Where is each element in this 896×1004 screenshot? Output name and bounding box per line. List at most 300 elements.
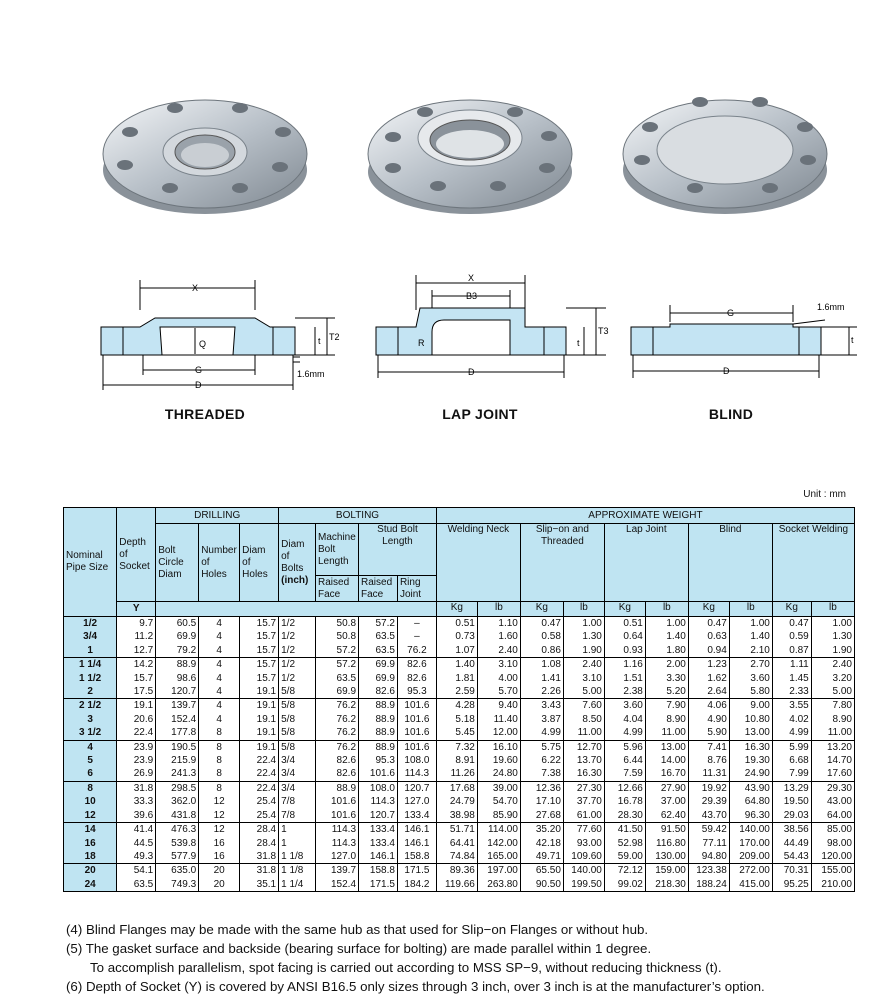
value-cell: 1.23 [688, 658, 729, 672]
lap-joint-t-label: t [577, 338, 580, 348]
value-cell: 3/4 [279, 767, 316, 781]
lap-joint-t3-label: T3 [598, 326, 609, 336]
value-cell: 476.3 [156, 823, 199, 837]
value-cell: 5.00 [563, 685, 604, 699]
value-cell: 12 [199, 795, 240, 808]
value-cell: 57.2 [316, 658, 359, 672]
value-cell: 1.11 [772, 658, 811, 672]
lap-joint-flange-photo [365, 92, 575, 217]
value-cell: 11.2 [117, 630, 156, 643]
value-cell: – [397, 630, 436, 643]
pipe-size-cell: 5 [64, 754, 117, 767]
value-cell: 16.78 [604, 795, 645, 808]
value-cell: 11.00 [645, 726, 688, 740]
value-cell: 7.80 [811, 699, 854, 713]
value-cell: 12 [199, 823, 240, 837]
value-cell: 101.6 [397, 740, 436, 754]
pipe-size-cell: 3 1/2 [64, 726, 117, 740]
value-cell: 77.11 [688, 837, 729, 850]
value-cell: 39.6 [117, 809, 156, 823]
value-cell: 155.00 [811, 864, 854, 878]
lap-joint-d-label: D [468, 367, 475, 377]
value-cell: 43.70 [688, 809, 729, 823]
value-cell: 1.00 [645, 617, 688, 631]
value-cell: 7.38 [520, 767, 563, 781]
threaded-x-label: X [192, 283, 199, 293]
value-cell: 98.00 [811, 837, 854, 850]
value-cell: 88.9 [359, 740, 398, 754]
value-cell: 1.90 [811, 644, 854, 658]
value-cell: 241.3 [156, 767, 199, 781]
value-cell: 63.5 [117, 878, 156, 892]
header-kg: Kg [688, 602, 729, 617]
header-ring-joint: Ring Joint [397, 576, 436, 602]
value-cell: 19.1 [240, 713, 279, 726]
blind-flange-photo [620, 92, 830, 217]
value-cell: 1.16 [604, 658, 645, 672]
value-cell: 9.00 [729, 699, 772, 713]
table-row [64, 630, 855, 643]
value-cell: 70.31 [772, 864, 811, 878]
lap-joint-caption: LAP JOINT [442, 406, 518, 422]
value-cell: 13.00 [645, 740, 688, 754]
threaded-g-label: G [195, 365, 203, 375]
pipe-size-cell: 16 [64, 837, 117, 850]
table-row [64, 713, 855, 726]
value-cell: 188.24 [688, 878, 729, 892]
threaded-diagram [95, 270, 340, 400]
value-cell: 8.90 [645, 713, 688, 726]
value-cell: 2.40 [477, 644, 520, 658]
value-cell: 4.99 [520, 726, 563, 740]
value-cell: 5.45 [436, 726, 477, 740]
value-cell: 114.3 [397, 767, 436, 781]
value-cell: 19.92 [688, 781, 729, 795]
value-cell: 5.75 [520, 740, 563, 754]
value-cell: 133.4 [359, 823, 398, 837]
value-cell: 17.68 [436, 781, 477, 795]
value-cell: 22.4 [240, 781, 279, 795]
value-cell: 31.8 [240, 864, 279, 878]
header-lb: lb [729, 602, 772, 617]
value-cell: 5/8 [279, 713, 316, 726]
value-cell: 140.00 [563, 864, 604, 878]
value-cell: 146.1 [397, 823, 436, 837]
value-cell: 139.7 [156, 699, 199, 713]
value-cell: 4 [199, 617, 240, 631]
value-cell: 11.00 [811, 726, 854, 740]
value-cell: 20 [199, 878, 240, 892]
value-cell: 12.00 [477, 726, 520, 740]
value-cell: 0.64 [604, 630, 645, 643]
value-cell: 3.10 [477, 658, 520, 672]
value-cell: 27.30 [563, 781, 604, 795]
value-cell: 17.10 [520, 795, 563, 808]
value-cell: 16 [199, 837, 240, 850]
value-cell: 170.00 [729, 837, 772, 850]
value-cell: 0.63 [688, 630, 729, 643]
value-cell: 4 [199, 685, 240, 699]
value-cell: 146.1 [397, 837, 436, 850]
header-lap-joint: Lap Joint [604, 524, 688, 602]
value-cell: 15.7 [117, 672, 156, 685]
pipe-size-cell: 20 [64, 864, 117, 878]
value-cell: 14.70 [811, 754, 854, 767]
value-cell: 8.91 [436, 754, 477, 767]
value-cell: 0.87 [772, 644, 811, 658]
value-cell: 127.0 [397, 795, 436, 808]
value-cell: 5.96 [604, 740, 645, 754]
value-cell: 1 1/8 [279, 850, 316, 864]
value-cell: 98.6 [156, 672, 199, 685]
blind-g-label: G [727, 308, 735, 318]
value-cell: 24.79 [436, 795, 477, 808]
table-row [64, 617, 855, 631]
value-cell: 77.60 [563, 823, 604, 837]
value-cell: 8 [199, 726, 240, 740]
value-cell: 2.38 [604, 685, 645, 699]
value-cell: 29.03 [772, 809, 811, 823]
value-cell: 0.47 [520, 617, 563, 631]
value-cell: 88.9 [156, 658, 199, 672]
value-cell: 210.00 [811, 878, 854, 892]
value-cell: 19.1 [240, 685, 279, 699]
value-cell: 1.45 [772, 672, 811, 685]
header-lb: lb [477, 602, 520, 617]
value-cell: 15.7 [240, 630, 279, 643]
value-cell: 82.6 [397, 672, 436, 685]
value-cell: 2.26 [520, 685, 563, 699]
value-cell: 76.2 [316, 699, 359, 713]
value-cell: 11.31 [688, 767, 729, 781]
threaded-gap-label: 1.6mm [297, 369, 325, 379]
value-cell: 116.80 [645, 837, 688, 850]
value-cell: 57.2 [359, 617, 398, 631]
value-cell: 5.00 [811, 685, 854, 699]
header-lb: lb [811, 602, 854, 617]
pipe-size-cell: 2 [64, 685, 117, 699]
threaded-t2-label: T2 [329, 332, 340, 342]
value-cell: 8.50 [563, 713, 604, 726]
value-cell: 199.50 [563, 878, 604, 892]
lap-joint-b3-label: B3 [466, 291, 478, 301]
value-cell: 31.8 [117, 781, 156, 795]
table-row [64, 864, 855, 878]
value-cell: 16.10 [477, 740, 520, 754]
value-cell: 50.8 [316, 617, 359, 631]
value-cell: 2.10 [729, 644, 772, 658]
value-cell: 3.30 [645, 672, 688, 685]
value-cell: 4 [199, 699, 240, 713]
value-cell: 9.40 [477, 699, 520, 713]
value-cell: 10.80 [729, 713, 772, 726]
value-cell: 76.2 [316, 740, 359, 754]
value-cell: 123.38 [688, 864, 729, 878]
value-cell: 1.30 [811, 630, 854, 643]
value-cell: 2.40 [811, 658, 854, 672]
header-kg: Kg [520, 602, 563, 617]
value-cell: 3.87 [520, 713, 563, 726]
pipe-size-cell: 3 [64, 713, 117, 726]
value-cell: 4 [199, 672, 240, 685]
value-cell: 1.40 [729, 630, 772, 643]
value-cell: 140.00 [729, 823, 772, 837]
value-cell: 0.47 [688, 617, 729, 631]
pipe-size-cell: 3/4 [64, 630, 117, 643]
header-approximate-weight: APPROXIMATE WEIGHT [436, 508, 854, 524]
value-cell: 101.6 [316, 795, 359, 808]
value-cell: 539.8 [156, 837, 199, 850]
value-cell: 25.4 [240, 795, 279, 808]
value-cell: 51.71 [436, 823, 477, 837]
value-cell: 79.2 [156, 644, 199, 658]
value-cell: 1.51 [604, 672, 645, 685]
value-cell: 24.80 [477, 767, 520, 781]
value-cell: 16 [199, 850, 240, 864]
value-cell: 95.25 [772, 878, 811, 892]
value-cell: 89.36 [436, 864, 477, 878]
value-cell: 65.50 [520, 864, 563, 878]
value-cell: 85.00 [811, 823, 854, 837]
header-drilling: DRILLING [156, 508, 279, 524]
value-cell: 15.7 [240, 617, 279, 631]
value-cell: 82.6 [316, 754, 359, 767]
value-cell: 4 [199, 644, 240, 658]
blind-gap-label: 1.6mm [817, 302, 845, 312]
value-cell: 1.90 [563, 644, 604, 658]
value-cell: 1.00 [563, 617, 604, 631]
value-cell: 3.55 [772, 699, 811, 713]
value-cell: 82.6 [359, 685, 398, 699]
value-cell: 120.7 [397, 781, 436, 795]
value-cell: 101.6 [316, 809, 359, 823]
value-cell: 12.66 [604, 781, 645, 795]
value-cell: 38.98 [436, 809, 477, 823]
value-cell: 19.1 [240, 699, 279, 713]
value-cell: 4 [199, 630, 240, 643]
value-cell: 19.1 [117, 699, 156, 713]
inch-label: (inch) [281, 574, 309, 586]
value-cell: 7.59 [604, 767, 645, 781]
header-machine-bolt-length: Machine Bolt Length [316, 524, 359, 576]
value-cell: 20.6 [117, 713, 156, 726]
note-6: (6) Depth of Socket (Y) is covered by ANSI B16.5 only sizes through 3 inch, over 3 inch is at the manufacturer’s option. [66, 979, 765, 994]
value-cell: 16.30 [563, 767, 604, 781]
value-cell: 1.00 [729, 617, 772, 631]
value-cell: 108.0 [359, 781, 398, 795]
table-row [64, 726, 855, 740]
value-cell: 0.51 [604, 617, 645, 631]
value-cell: 13.70 [563, 754, 604, 767]
value-cell: 1 [279, 837, 316, 850]
value-cell: 114.00 [477, 823, 520, 837]
value-cell: 93.00 [563, 837, 604, 850]
diam-of-bolts-label: Diam of Bolts [281, 538, 305, 574]
value-cell: 60.5 [156, 617, 199, 631]
value-cell: 101.6 [397, 699, 436, 713]
pipe-size-cell: 6 [64, 767, 117, 781]
value-cell: 4.06 [688, 699, 729, 713]
value-cell: 1 1/8 [279, 864, 316, 878]
header-kg: Kg [436, 602, 477, 617]
value-cell: 63.5 [359, 644, 398, 658]
value-cell: 8.76 [688, 754, 729, 767]
note-5-continued: To accomplish parallelism, spot facing is carried out according to MSS SP−9, without reducing thickness (t). [90, 960, 722, 975]
value-cell: 62.40 [645, 809, 688, 823]
value-cell: 2.59 [436, 685, 477, 699]
table-row [64, 644, 855, 658]
pipe-size-cell: 1 [64, 644, 117, 658]
value-cell: 171.5 [397, 864, 436, 878]
value-cell: – [397, 617, 436, 631]
header-socket-welding: Socket Welding [772, 524, 854, 602]
value-cell: 19.60 [477, 754, 520, 767]
value-cell: 0.58 [520, 630, 563, 643]
value-cell: 139.7 [316, 864, 359, 878]
value-cell: 8 [199, 754, 240, 767]
value-cell: 7.99 [772, 767, 811, 781]
value-cell: 50.8 [316, 630, 359, 643]
value-cell: 114.3 [316, 823, 359, 837]
value-cell: 7/8 [279, 809, 316, 823]
value-cell: 14.2 [117, 658, 156, 672]
value-cell: 28.30 [604, 809, 645, 823]
value-cell: 13.00 [729, 726, 772, 740]
value-cell: 1/2 [279, 617, 316, 631]
pipe-size-cell: 4 [64, 740, 117, 754]
value-cell: 69.9 [156, 630, 199, 643]
note-4: (4) Blind Flanges may be made with the same hub as that used for Slip−on Flanges or without hub. [66, 922, 649, 937]
value-cell: 4 [199, 658, 240, 672]
note-5: (5) The gasket surface and backside (bearing surface for bolting) are made parallel within 1 degree. [66, 941, 652, 956]
value-cell: 6.44 [604, 754, 645, 767]
value-cell: 44.5 [117, 837, 156, 850]
value-cell: 96.30 [729, 809, 772, 823]
value-cell: 142.00 [477, 837, 520, 850]
value-cell: 49.71 [520, 850, 563, 864]
value-cell: 263.80 [477, 878, 520, 892]
value-cell: 1.80 [645, 644, 688, 658]
value-cell: 127.0 [316, 850, 359, 864]
value-cell: 15.7 [240, 672, 279, 685]
value-cell: 152.4 [156, 713, 199, 726]
table-row [64, 823, 855, 837]
value-cell: 209.00 [729, 850, 772, 864]
unit-label: Unit : mm [803, 489, 846, 500]
value-cell: 159.00 [645, 864, 688, 878]
value-cell: 54.1 [117, 864, 156, 878]
table-row [64, 837, 855, 850]
value-cell: 63.5 [316, 672, 359, 685]
value-cell: 8 [199, 767, 240, 781]
value-cell: 11.26 [436, 767, 477, 781]
value-cell: 64.80 [729, 795, 772, 808]
value-cell: 114.3 [316, 837, 359, 850]
value-cell: 0.51 [436, 617, 477, 631]
pipe-size-cell: 2 1/2 [64, 699, 117, 713]
value-cell: 7.41 [688, 740, 729, 754]
value-cell: 37.00 [645, 795, 688, 808]
value-cell: 7.32 [436, 740, 477, 754]
threaded-caption: THREADED [164, 406, 246, 422]
header-spacer [156, 602, 437, 617]
value-cell: 35.1 [240, 878, 279, 892]
value-cell: 7.60 [563, 699, 604, 713]
header-machine-raised-face: Raised Face [316, 576, 359, 602]
value-cell: 4.90 [688, 713, 729, 726]
value-cell: 101.6 [397, 726, 436, 740]
value-cell: 19.50 [772, 795, 811, 808]
value-cell: 19.30 [729, 754, 772, 767]
value-cell: 1.08 [520, 658, 563, 672]
value-cell: 2.00 [645, 658, 688, 672]
table-row [64, 850, 855, 864]
value-cell: 17.5 [117, 685, 156, 699]
value-cell: 22.4 [240, 767, 279, 781]
value-cell: 3.60 [604, 699, 645, 713]
value-cell: 94.80 [688, 850, 729, 864]
value-cell: 41.50 [604, 823, 645, 837]
value-cell: 3/4 [279, 781, 316, 795]
value-cell: 120.7 [359, 809, 398, 823]
value-cell: 12.70 [563, 740, 604, 754]
table-row [64, 795, 855, 808]
value-cell: 27.90 [645, 781, 688, 795]
value-cell: 1/2 [279, 672, 316, 685]
value-cell: 2.70 [729, 658, 772, 672]
value-cell: 4.00 [477, 672, 520, 685]
value-cell: 2.33 [772, 685, 811, 699]
value-cell: 197.00 [477, 864, 520, 878]
value-cell: 1.40 [645, 630, 688, 643]
pipe-size-cell: 24 [64, 878, 117, 892]
value-cell: 95.3 [397, 685, 436, 699]
value-cell: 5.18 [436, 713, 477, 726]
blind-diagram [625, 270, 865, 400]
table-row [64, 699, 855, 713]
threaded-q-label: Q [199, 339, 207, 349]
value-cell: 133.4 [359, 837, 398, 850]
pipe-size-cell: 14 [64, 823, 117, 837]
table-body [64, 617, 855, 892]
value-cell: 5.80 [729, 685, 772, 699]
value-cell: 9.7 [117, 617, 156, 631]
value-cell: 749.3 [156, 878, 199, 892]
value-cell: 362.0 [156, 795, 199, 808]
value-cell: 57.2 [316, 644, 359, 658]
value-cell: 5/8 [279, 726, 316, 740]
pipe-size-cell: 1 1/4 [64, 658, 117, 672]
value-cell: 4.02 [772, 713, 811, 726]
value-cell: 88.9 [359, 699, 398, 713]
value-cell: 88.9 [359, 713, 398, 726]
value-cell: 64.41 [436, 837, 477, 850]
header-lb: lb [645, 602, 688, 617]
value-cell: 15.7 [240, 658, 279, 672]
value-cell: 39.00 [477, 781, 520, 795]
value-cell: 4.28 [436, 699, 477, 713]
header-diam-of-holes: Diam of Holes [240, 524, 279, 602]
notes [66, 920, 765, 996]
value-cell: 95.3 [359, 754, 398, 767]
value-cell: 64.00 [811, 809, 854, 823]
table-row [64, 754, 855, 767]
value-cell: 1 [279, 823, 316, 837]
value-cell: 120.7 [156, 685, 199, 699]
table-row [64, 685, 855, 699]
value-cell: 8 [199, 740, 240, 754]
lap-joint-x-label: X [468, 273, 475, 283]
